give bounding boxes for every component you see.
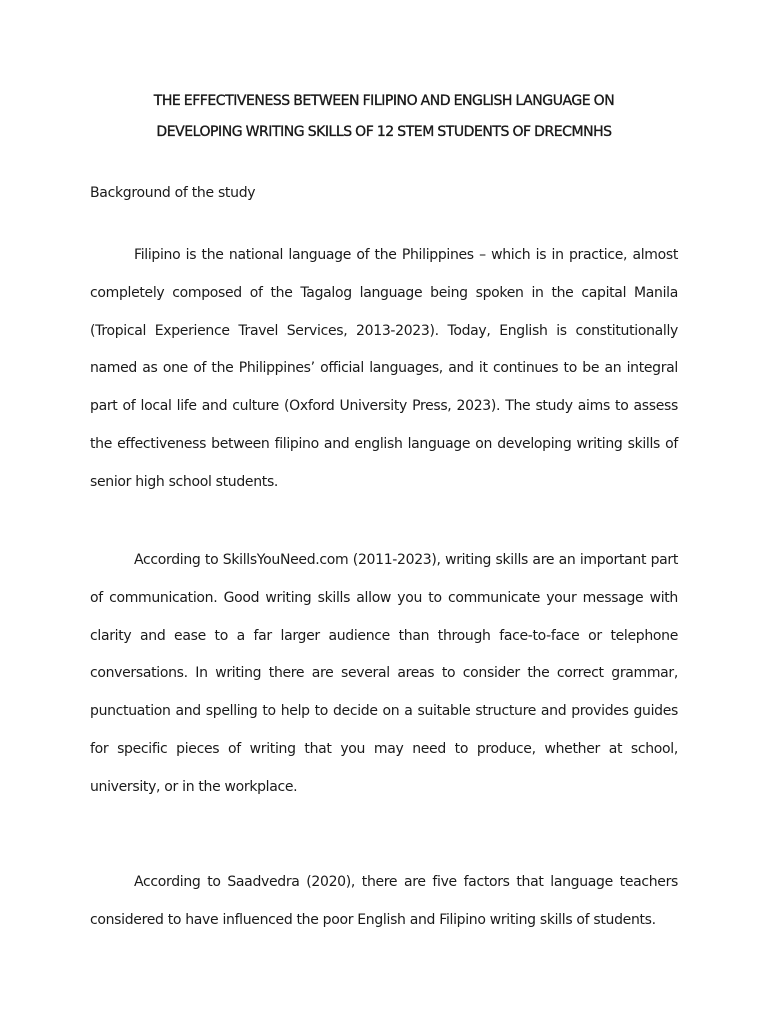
paragraph-1: Filipino is the national language of the Philippines – which is in practice, almost completely composed of the Tagalog language being spoken in the capital Manila (Tropical Experience Travel Services, 2013-2023). Today, English is constitutionally named as one of the Philippines’ official languages, and it continues to be an integral part of local life and culture (Oxford University Press, 2023). The study aims to assess the effectiveness between filipino and english language on developing writing skills of senior high school students. [90, 247, 678, 490]
paragraph-2: According to SkillsYouNeed.com (2011-2023), writing skills are an important part of communication. Good writing skills allow you to communicate your message with clarity and ease to a far larger audience than through face-to-face or telephone conversations. In writing there are several areas to consider the correct grammar, punctuation and spelling to help to decide on a suitable structure and provides guides for specific pieces of writing that you may need to produce, whether at school, university, or in the workplace. [90, 552, 678, 795]
paragraph-3: According to Saadvedra (2020), there are five factors that language teachers considered to have influenced the poor English and Filipino writing skills of students. [90, 874, 678, 928]
section-heading: Background of the study [90, 185, 256, 201]
document-title-line-1: THE EFFECTIVENESS BETWEEN FILIPINO AND ENGLISH LANGUAGE ON [153, 93, 615, 109]
document-title-line-2: DEVELOPING WRITING SKILLS OF 12 STEM STUDENTS OF DRECMNHS [156, 124, 612, 140]
